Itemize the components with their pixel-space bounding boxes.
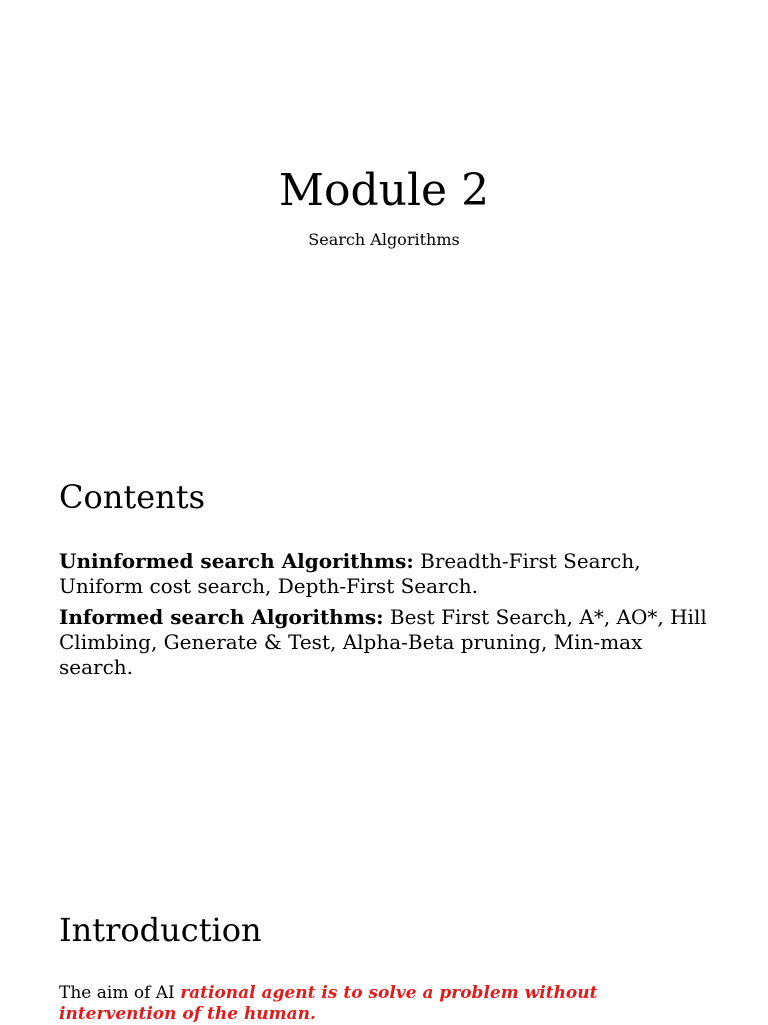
contents-item-label: Informed search Algorithms: [59, 605, 384, 629]
introduction-lead-text: The aim of AI [59, 983, 181, 1003]
introduction-highlight-text: rational agent is to solve a problem without intervention of the human. [59, 983, 598, 1024]
contents-item-uninformed [59, 549, 709, 599]
contents-item-label: Uninformed search Algorithms: [59, 549, 414, 573]
introduction-heading: Introduction [59, 911, 262, 949]
contents-heading: Contents [59, 478, 206, 516]
module-subtitle: Search Algorithms [308, 230, 460, 249]
contents-item-informed [59, 605, 709, 680]
module-title: Module 2 [278, 165, 490, 216]
contents-item-text: Best First Search, A*, AO*, Hill Climbing, Generate & Test, Alpha-Beta pruning, Min-max search. [59, 605, 707, 679]
contents-item-text: Breadth-First Search, Uniform cost search, Depth-First Search. [59, 549, 641, 598]
introduction-paragraph [59, 983, 719, 1025]
